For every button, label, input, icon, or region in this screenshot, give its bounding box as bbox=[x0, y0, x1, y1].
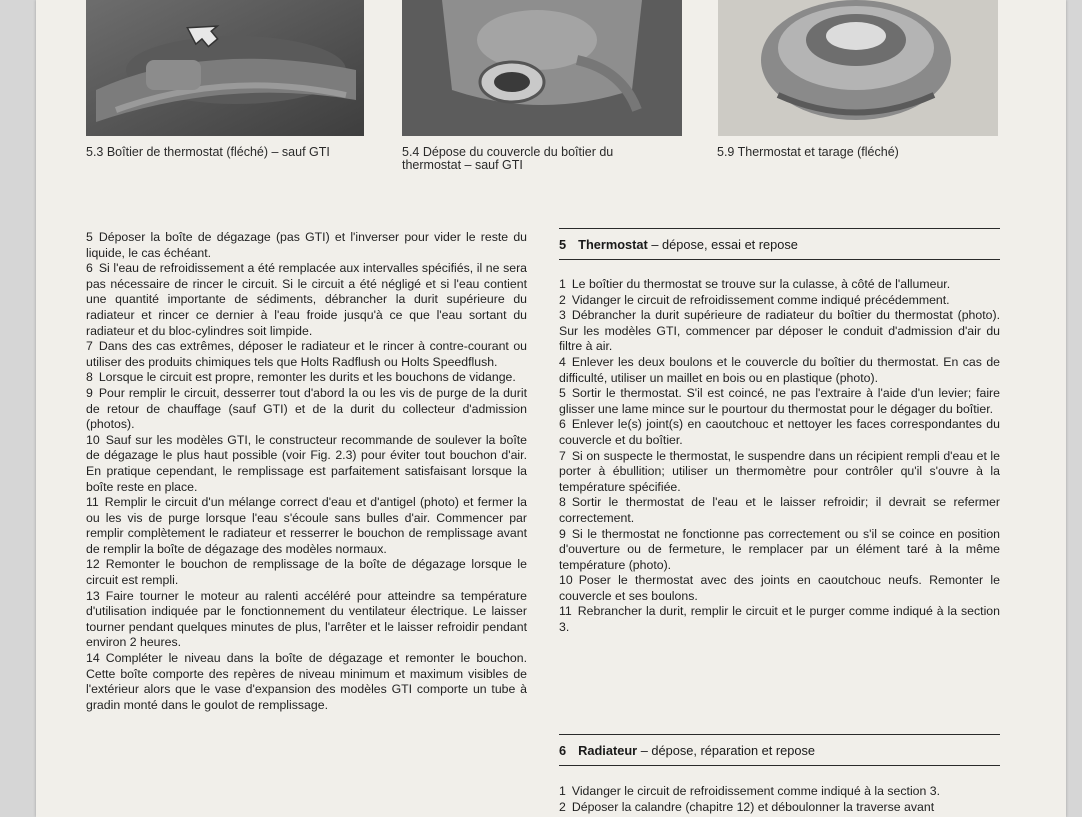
photo-thermostat-rating bbox=[718, 0, 998, 136]
paragraph bbox=[559, 417, 1000, 448]
paragraph-number: 9 bbox=[559, 526, 566, 541]
section-subtitle: – dépose, réparation et repose bbox=[637, 743, 816, 758]
paragraph bbox=[86, 386, 527, 433]
paragraph-text: Enlever le(s) joint(s) en caoutchouc et nettoyer les faces correspondantes du couvercle et du boîtier. bbox=[559, 417, 1000, 447]
caption-5-9-text: 5.9 Thermostat et tarage (fléché) bbox=[717, 145, 899, 159]
paragraph-text: Sauf sur les modèles GTI, le constructeur recommande de soulever la boîte de dégazage le plus haut possible (voir Fig. 2.3) pour éviter tout bouchon d'air. En pratique cependant, le remplissage est parfaitement satisfaisant lorsque la boîte reste en place. bbox=[86, 432, 527, 494]
paragraph-number: 5 bbox=[86, 230, 93, 244]
section-number: 6 bbox=[559, 743, 567, 758]
paragraph bbox=[559, 604, 1000, 635]
paragraph bbox=[86, 651, 527, 713]
section-number: 5 bbox=[559, 237, 567, 252]
paragraph bbox=[559, 386, 1000, 417]
paragraph-number: 7 bbox=[86, 339, 93, 354]
section-6-body bbox=[559, 784, 1000, 815]
section-6-heading bbox=[559, 734, 1000, 766]
paragraph-number: 12 bbox=[86, 557, 100, 572]
paragraph-text: Le boîtier du thermostat se trouve sur la culasse, à côté de l'allumeur. bbox=[571, 277, 951, 291]
section-5-body bbox=[559, 277, 1000, 636]
paragraph bbox=[559, 449, 1000, 496]
paragraph bbox=[86, 433, 527, 495]
paragraph-number: 6 bbox=[559, 417, 566, 432]
paragraph bbox=[86, 339, 527, 370]
paragraph-text: Compléter le niveau dans la boîte de dégazage et remonter le bouchon. Cette boîte comporte des repères de niveau minimum et maximum visibles de l'extérieur alors que le vase d'expansion des modèles GTI comporte un tube à gradin monté dans le goulot de remplissage. bbox=[86, 651, 527, 712]
caption-5-9 bbox=[717, 146, 1007, 159]
paragraph-number: 10 bbox=[559, 573, 573, 588]
paragraph-text: Remonter le bouchon de remplissage de la boîte de dégazage lorsque le circuit est rempli. bbox=[86, 557, 527, 588]
paragraph bbox=[559, 784, 1000, 800]
paragraph bbox=[559, 800, 1000, 816]
paragraph-number: 3 bbox=[559, 308, 566, 323]
paragraph bbox=[559, 495, 1000, 526]
paragraph bbox=[559, 355, 1000, 386]
photo-thermostat-housing bbox=[86, 0, 364, 136]
paragraph-number: 13 bbox=[86, 588, 100, 603]
paragraph-text: Débrancher la durit supérieure de radiateur du boîtier du thermostat (photo). Sur les modèles GTI, commencer par déposer le conduit d'admission d'air du filtre à air. bbox=[559, 308, 1000, 354]
paragraph bbox=[86, 261, 527, 339]
paragraph-text: Si l'eau de refroidissement a été remplacée aux intervalles spécifiés, il ne sera pas nécessaire de rincer le circuit. Si le circuit a été négligé et si l'eau contient une quantité importante de sédiments, débrancher la durit supérieure du radiateur et rincer ce dernier à l'eau froide jusqu'à ce que l'eau sortant du radiateur et du bloc-cylindres soit limpide. bbox=[86, 261, 527, 338]
paragraph-number: 4 bbox=[559, 354, 566, 369]
caption-5-4 bbox=[402, 146, 702, 172]
paragraph bbox=[86, 495, 527, 557]
manual-page bbox=[36, 0, 1066, 817]
caption-5-3 bbox=[86, 146, 376, 159]
caption-5-4-line1: 5.4 Dépose du couvercle du boîtier du bbox=[402, 145, 614, 159]
section-subtitle: – dépose, essai et repose bbox=[647, 237, 798, 252]
paragraph bbox=[559, 573, 1000, 604]
section-5-heading bbox=[559, 228, 1000, 260]
paragraph-text: Déposer la boîte de dégazage (pas GTI) et l'inverser pour vider le reste du liquide, le cas échéant. bbox=[86, 230, 527, 260]
paragraph bbox=[559, 293, 1000, 309]
paragraph-text: Sortir le thermostat de l'eau et le laisser refroidir; il devrait se refermer correctement. bbox=[559, 495, 1000, 525]
paragraph-text: Vidanger le circuit de refroidissement comme indiqué à la section 3. bbox=[571, 784, 941, 798]
paragraph-number: 2 bbox=[559, 292, 566, 307]
paragraph-number: 11 bbox=[559, 604, 572, 619]
left-column bbox=[86, 230, 527, 713]
paragraph-number: 10 bbox=[86, 432, 100, 447]
caption-5-4-line2: thermostat – sauf GTI bbox=[402, 158, 523, 172]
paragraph-text: Pour remplir le circuit, desserrer tout d'abord la ou les vis de purge de la durit de retour de chauffage (sauf GTI) et de la durit du collecteur d'admission (photos). bbox=[86, 385, 527, 432]
paragraph bbox=[86, 230, 527, 261]
paragraph-text: Lorsque le circuit est propre, remonter les durits et les bouchons de vidange. bbox=[98, 370, 516, 385]
paragraph-text: Faire tourner le moteur au ralenti accéléré pour atteindre sa température d'utilisation indiquée par le fonctionnement du ventilateur électrique. Le laisser tourner pendant quelques minutes de plus, l'arrêter et le laisser refroidir pendant environ 2 heures. bbox=[86, 588, 527, 650]
paragraph bbox=[86, 557, 527, 588]
paragraph-text: Enlever les deux boulons et le couvercle du boîtier du thermostat. En cas de difficulté, utiliser un maillet en bois ou en plastique (photo). bbox=[559, 354, 1000, 385]
paragraph-number: 14 bbox=[86, 651, 100, 666]
paragraph-number: 9 bbox=[86, 385, 93, 400]
paragraph-text: Si on suspecte le thermostat, le suspendre dans un récipient rempli d'eau et le porter à ébullition; utiliser un thermomètre pour contrôler qu'il s'ouvre à la température spécifiée. bbox=[559, 448, 1000, 494]
paragraph-text: Dans des cas extrêmes, déposer le radiateur et le rincer à contre-courant ou utiliser des produits chimiques tels que Holts Radflush ou Holts Speedflush. bbox=[86, 339, 527, 369]
section-title: Radiateur bbox=[578, 743, 638, 758]
paragraph-number: 7 bbox=[559, 448, 566, 463]
paragraph-number: 6 bbox=[86, 261, 93, 276]
paragraph-text: Remplir le circuit d'un mélange correct d'eau et d'antigel (photo) et fermer la ou les vis de purge lorsque l'eau s'écoule sans bulles d'air. Commencer par remplir complètement le radiateur et resserrer le bouchon de remplissage avant de remplir la boîte de dégazage des modèles normaux. bbox=[86, 495, 527, 556]
section-title: Thermostat bbox=[578, 237, 648, 252]
paragraph-number: 8 bbox=[86, 370, 93, 385]
paragraph-number: 1 bbox=[559, 784, 566, 798]
paragraph-number: 1 bbox=[559, 277, 566, 291]
paragraph bbox=[86, 589, 527, 651]
paragraph bbox=[559, 527, 1000, 574]
paragraph-number: 8 bbox=[559, 495, 566, 510]
paragraph bbox=[559, 277, 1000, 293]
paragraph-text: Vidanger le circuit de refroidissement comme indiqué précédemment. bbox=[571, 292, 950, 307]
photo-housing-cover-removal bbox=[402, 0, 682, 136]
paragraph-number: 2 bbox=[559, 799, 566, 814]
paragraph bbox=[86, 370, 527, 386]
paragraph bbox=[559, 308, 1000, 355]
caption-5-3-text: 5.3 Boîtier de thermostat (fléché) – sauf GTI bbox=[86, 145, 330, 159]
paragraph-text: Sortir le thermostat. S'il est coincé, ne pas l'extraire à l'aide d'un levier; faire glisser une lame mince sur le pourtour du thermostat pour le dégager du boîtier. bbox=[559, 386, 1000, 416]
paragraph-text: Rebrancher la durit, remplir le circuit et le purger comme indiqué à la section 3. bbox=[559, 604, 1000, 635]
paragraph-text: Poser le thermostat avec des joints en caoutchouc neufs. Remonter le couvercle et ses boulons. bbox=[559, 573, 1000, 603]
paragraph-text: Si le thermostat ne fonctionne pas correctement ou s'il se coince en position d'ouverture ou de fermeture, le remplacer par un élément taré à la même température (photo). bbox=[559, 526, 1000, 572]
paragraph-number: 11 bbox=[86, 495, 99, 510]
paragraph-text: Déposer la calandre (chapitre 12) et déboulonner la traverse avant bbox=[571, 799, 935, 814]
paragraph-number: 5 bbox=[559, 386, 566, 401]
